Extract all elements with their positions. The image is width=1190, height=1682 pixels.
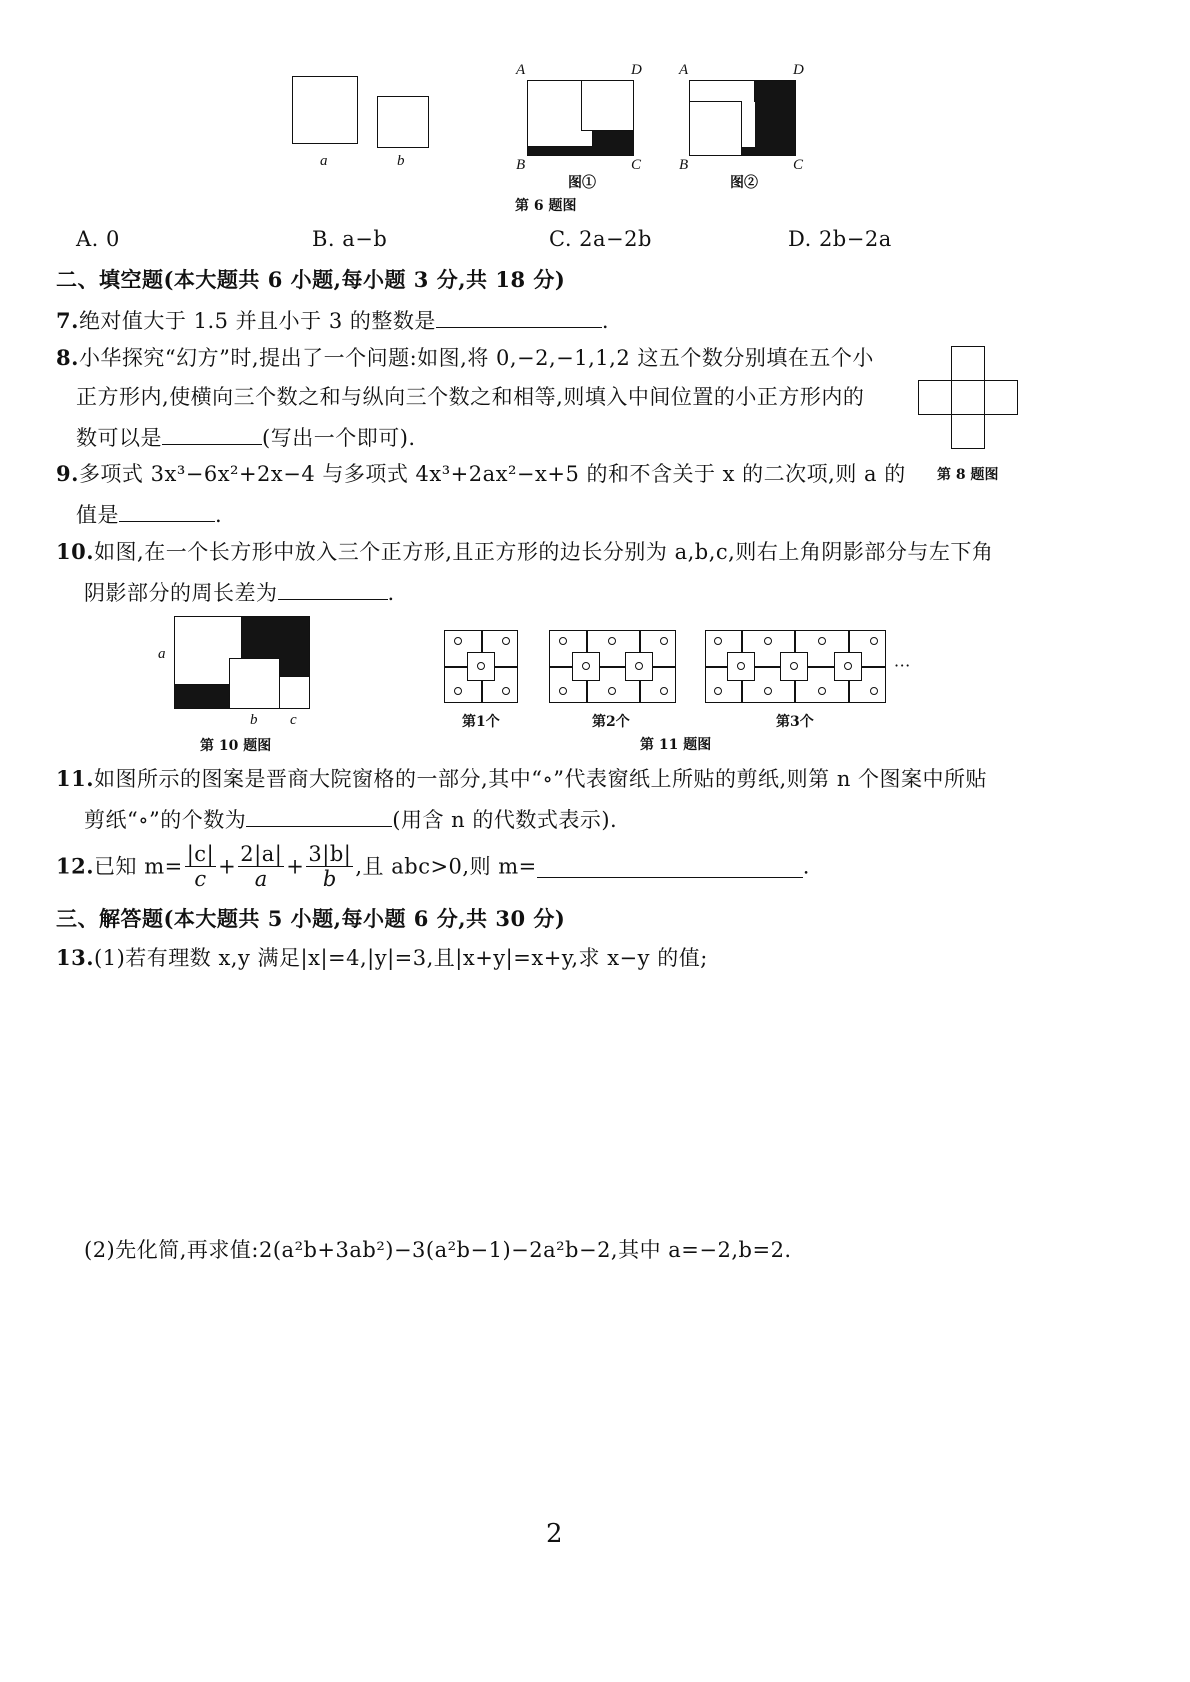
question-text: 阴影部分的周长差为 xyxy=(84,581,278,605)
question-8-line1 xyxy=(56,344,874,372)
paper-cut-circle xyxy=(608,687,616,695)
question-11-line2 xyxy=(84,804,617,834)
numerator: 2|a| xyxy=(240,842,283,866)
question-number: 8. xyxy=(56,345,79,370)
question-end: . xyxy=(601,309,610,333)
shaded-region xyxy=(741,147,795,155)
cross-line xyxy=(653,666,676,668)
cross-line xyxy=(808,666,834,668)
question-13-part1 xyxy=(56,944,708,972)
paper-cut-circle xyxy=(635,662,643,670)
caption-fig2: 图② xyxy=(730,175,758,191)
question-text: 数可以是 xyxy=(76,426,162,450)
paper-cut-circle xyxy=(737,662,745,670)
cross-line xyxy=(848,630,850,652)
label-D: D xyxy=(793,62,804,78)
label-C: C xyxy=(793,157,804,173)
cross-line xyxy=(495,666,518,668)
question-11-line1 xyxy=(56,765,987,793)
label-b: b xyxy=(250,712,258,728)
label-a: a xyxy=(158,646,166,662)
cross-line xyxy=(848,681,850,703)
paper-cut-circle xyxy=(559,687,567,695)
label-b: b xyxy=(397,153,405,169)
question-10-line1 xyxy=(56,538,993,566)
question-text: 已知 m= xyxy=(94,854,183,879)
option-d: D. 2b−2a xyxy=(788,227,892,251)
question-8-line2: 正方形内,使横向三个数之和与纵向三个数之和相等,则填入中间位置的小正方形内的 xyxy=(76,385,865,409)
paper-cut-circle xyxy=(582,662,590,670)
label-A: A xyxy=(516,62,526,78)
plus-sign: + xyxy=(286,854,305,879)
question-end: . xyxy=(802,854,810,879)
option-a: A. 0 xyxy=(76,227,120,251)
paper-cut-circle xyxy=(764,687,772,695)
shaded-bottom-left xyxy=(175,684,230,708)
paper-cut-circle xyxy=(454,687,462,695)
question-text: 值是 xyxy=(76,503,119,527)
option-c: C. 2a−2b xyxy=(549,227,652,251)
question-end: . xyxy=(215,503,223,527)
question-text: (1)若有理数 x,y 满足|x|=4,|y|=3,且|x+y|=x+y,求 x−y 的值; xyxy=(94,946,708,970)
question-number: 12. xyxy=(56,853,95,879)
label-B: B xyxy=(516,157,526,173)
question-text: ,且 abc>0,则 m= xyxy=(355,854,537,879)
question-8-line3 xyxy=(76,422,416,452)
cell-left xyxy=(918,380,952,415)
square-c xyxy=(279,676,310,709)
label-c: c xyxy=(290,712,297,728)
label-B: B xyxy=(679,157,689,173)
cross-line xyxy=(549,666,572,668)
paper-cut-circle xyxy=(660,637,668,645)
paper-cut-circle xyxy=(764,637,772,645)
label-C: C xyxy=(631,157,642,173)
label-A: A xyxy=(679,62,689,78)
question-10-line2 xyxy=(84,577,395,607)
paper-cut-circle xyxy=(502,687,510,695)
cross-line xyxy=(481,630,483,652)
question-text: 如图所示的图案是晋商大院窗格的一部分,其中“∘”代表窗纸上所贴的剪纸,则第 n 个图案中所贴 xyxy=(94,767,988,791)
denominator: b xyxy=(322,867,337,891)
plus-sign: + xyxy=(218,854,237,879)
numerator: 3|b| xyxy=(308,842,352,866)
paper-cut-circle xyxy=(790,662,798,670)
answer-blank xyxy=(246,804,392,827)
page-number: 2 xyxy=(546,1519,564,1549)
cross-line xyxy=(705,666,727,668)
question-end: . xyxy=(387,581,395,605)
paper-cut-circle xyxy=(660,687,668,695)
cross-line xyxy=(794,630,796,652)
caption-fig1: 图① xyxy=(568,175,596,191)
fig10-caption: 第 10 题图 xyxy=(200,738,272,754)
shaded-region xyxy=(592,130,633,155)
cross-line xyxy=(741,681,743,703)
cross-line xyxy=(600,666,625,668)
paper-cut-circle xyxy=(870,637,878,645)
paper-cut-circle xyxy=(714,687,722,695)
square-b-in-1 xyxy=(581,80,634,131)
caption-pattern-3: 第3个 xyxy=(776,714,814,730)
cross-line xyxy=(862,666,886,668)
cross-line xyxy=(639,681,641,703)
paper-cut-circle xyxy=(502,637,510,645)
caption-pattern-1: 第1个 xyxy=(462,714,500,730)
question-text: (写出一个即可). xyxy=(262,426,416,450)
cross-line xyxy=(481,681,483,703)
ellipsis: ··· xyxy=(894,656,911,675)
denominator: c xyxy=(194,867,207,891)
question-text: 绝对值大于 1.5 并且小于 3 的整数是 xyxy=(78,309,436,333)
fraction-2 xyxy=(238,842,284,891)
paper-cut-circle xyxy=(559,637,567,645)
paper-cut-circle xyxy=(818,637,826,645)
cross-line xyxy=(444,666,467,668)
square-b xyxy=(229,658,280,709)
fraction-1 xyxy=(185,842,216,891)
cross-line xyxy=(586,681,588,703)
option-b: B. a−b xyxy=(312,227,388,251)
question-text: 多项式 3x³−6x²+2x−4 与多项式 4x³+2ax²−x+5 的和不含关于 x 的二次项,则 a 的 xyxy=(78,462,906,486)
question-number: 7. xyxy=(56,308,79,333)
question-13-part2: (2)先化简,再求值:2(a²b+3ab²)−3(a²b−1)−2a²b−2,其中 a=−2,b=2. xyxy=(84,1238,792,1262)
question-number: 10. xyxy=(56,539,95,564)
cross-line xyxy=(586,630,588,652)
cell-center xyxy=(951,380,985,415)
label-D: D xyxy=(631,62,642,78)
fig11-caption: 第 11 题图 xyxy=(640,737,712,753)
section-heading: 二、填空题(本大题共 6 小题,每小题 3 分,共 18 分) xyxy=(56,267,566,292)
caption-pattern-2: 第2个 xyxy=(592,714,630,730)
question-7 xyxy=(56,305,609,335)
paper-cut-circle xyxy=(608,637,616,645)
question-text: 剪纸“∘”的个数为 xyxy=(84,808,247,832)
cross-line xyxy=(755,666,780,668)
paper-cut-circle xyxy=(818,687,826,695)
section-heading: 三、解答题(本大题共 5 小题,每小题 6 分,共 30 分) xyxy=(56,906,566,931)
question-12 xyxy=(56,842,810,891)
answer-blank xyxy=(119,499,215,522)
answer-blank xyxy=(162,422,262,445)
fig6-caption: 第 6 题图 xyxy=(515,198,577,214)
cell-top xyxy=(951,346,985,381)
paper-cut-circle xyxy=(714,637,722,645)
answer-blank xyxy=(537,855,803,878)
numerator: |c| xyxy=(186,842,215,866)
paper-cut-circle xyxy=(454,637,462,645)
square-a-in-2 xyxy=(689,101,742,156)
answer-blank xyxy=(436,305,602,328)
answer-blank xyxy=(278,577,388,600)
cross-line xyxy=(794,681,796,703)
question-9-line1 xyxy=(56,460,906,488)
denominator: a xyxy=(254,867,268,891)
cross-line xyxy=(741,630,743,652)
cross-line xyxy=(639,630,641,652)
question-number: 9. xyxy=(56,461,79,486)
cell-bottom xyxy=(951,414,985,449)
fraction-3 xyxy=(306,842,353,891)
question-text: 如图,在一个长方形中放入三个正方形,且正方形的边长分别为 a,b,c,则右上角阴影部分与左下角 xyxy=(94,540,994,564)
question-number: 13. xyxy=(56,945,95,970)
question-9-line2 xyxy=(76,499,222,529)
paper-cut-circle xyxy=(477,662,485,670)
square-b xyxy=(377,96,429,148)
question-number: 11. xyxy=(56,766,95,791)
paper-cut-circle xyxy=(870,687,878,695)
square-a xyxy=(292,76,358,144)
fig8-caption: 第 8 题图 xyxy=(937,467,999,483)
label-a: a xyxy=(320,153,328,169)
cell-right xyxy=(984,380,1018,415)
question-text: 小华探究“幻方”时,提出了一个问题:如图,将 0,−2,−1,1,2 这五个数分别填在五个小 xyxy=(78,346,874,370)
square-b-in-2 xyxy=(689,80,755,102)
paper-cut-circle xyxy=(844,662,852,670)
question-text: (用含 n 的代数式表示). xyxy=(392,808,618,832)
shaded-region xyxy=(755,81,795,155)
